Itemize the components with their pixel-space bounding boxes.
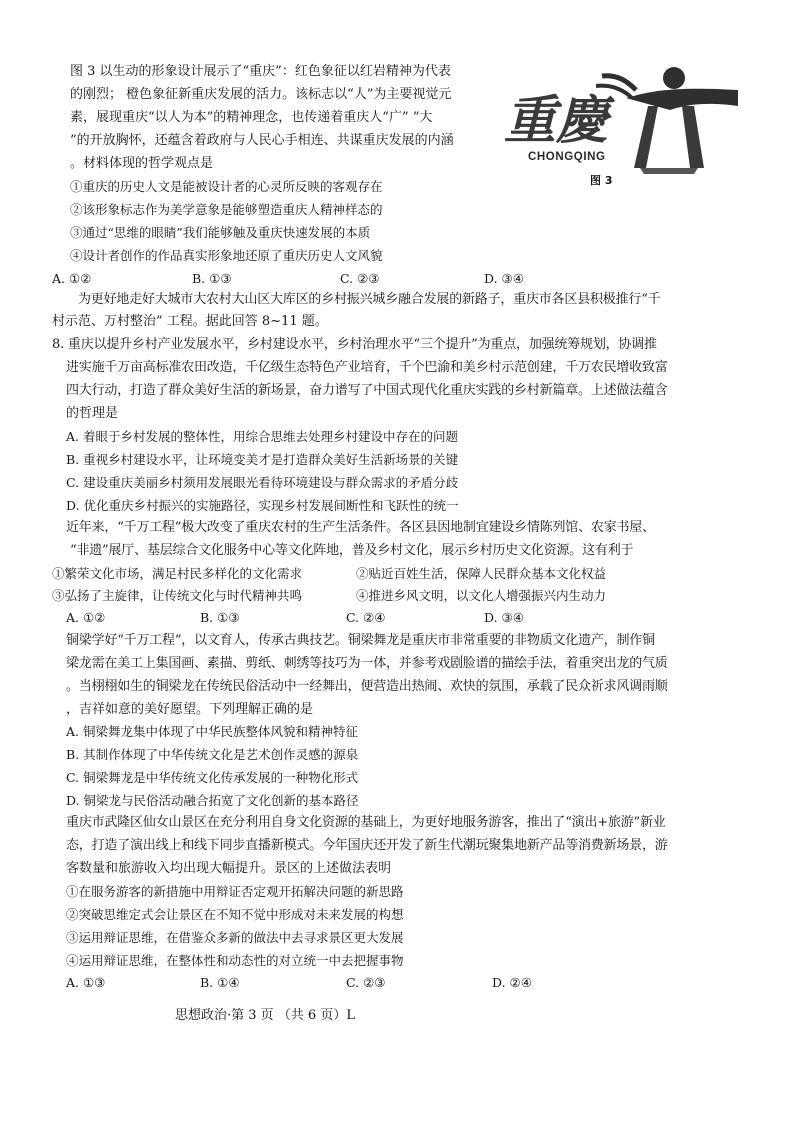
person-mark-icon xyxy=(596,67,738,174)
q7-option-3: ③通过“思维的眼睛”我们能够触及重庆快速发展的本质 xyxy=(70,225,371,240)
q8-option-d: D. 优化重庆乡村振兴的实施路径，实现乡村发展间断性和飞跃性的统一 xyxy=(66,498,459,513)
q10-line-2: 梁龙需在美工上集国画、素描、剪纸、刺绣等技巧为一体，并参考戏剧脸谱的描绘手法，着重突出龙的气质 xyxy=(66,656,668,671)
q8-line-2: 进实施千万亩高标准农田改造，千亿级生态特色产业培育，千个巴渝和美乡村示范创建，千万农民增收致富 xyxy=(66,360,668,375)
logo-chinese-text: 重慶 xyxy=(504,90,609,151)
q9-option-4: ④推进乡风文明，以文化人增强振兴内生动力 xyxy=(356,588,607,603)
intro-line-1: 为更好地走好大城市大农村大山区大库区的乡村振兴城乡融合发展的新路子，重庆市各区县积极推行“千 xyxy=(78,292,661,307)
q10-option-b: B. 其制作体现了中华传统文化是艺术创作灵感的源泉 xyxy=(66,747,359,762)
q11-option-2: ②突破思维定式会让景区在不知不觉中形成对未来发展的构想 xyxy=(66,907,404,922)
q10-line-4: ，吉祥如意的美好愿望。下列理解正确的是 xyxy=(66,702,314,717)
q9-option-3: ③弘扬了主旋律，让传统文化与时代精神共鸣 xyxy=(52,588,303,603)
q11-answer-b: B. ①④ xyxy=(200,975,240,990)
q11-option-3: ③运用辩证思维，在借鉴众多新的做法中去寻求景区更大发展 xyxy=(66,930,404,945)
q11-answer-c: C. ②③ xyxy=(346,975,386,990)
figure-caption: 图 3 xyxy=(590,174,613,187)
q9-answer-d: D. ③④ xyxy=(484,610,524,625)
q8-option-c: C. 建设重庆美丽乡村须用发展眼光看待环境建设与群众需求的矛盾分歧 xyxy=(66,475,459,490)
q7-answer-d: D. ③④ xyxy=(484,271,524,286)
q7-line-2: 的刚烈； 橙色象征新重庆发展的活力。该标志以“人”为主要视觉元 xyxy=(70,87,452,102)
q11-option-1: ①在服务游客的新措施中用辩证否定观开拓解决问题的新思路 xyxy=(66,884,404,899)
chongqing-logo-figure xyxy=(498,56,742,188)
q11-line-1: 重庆市武隆区仙女山景区在充分利用自身文化资源的基础上，为更好地服务游客，推出了“演出+旅游”新业 xyxy=(66,815,666,830)
q8-line-4: 的哲理是 xyxy=(66,406,119,421)
q9-answer-b: B. ①③ xyxy=(200,610,240,625)
page-footer: 思想政治·第 3 页 （共 6 页）L xyxy=(175,1008,355,1023)
q7-line-4: ”的开放胸怀，还蕴含着政府与人民心手相连、共谋重庆发展的内涵 xyxy=(70,133,454,148)
q8-line-3: 四大行动，打造了群众美好生活的新场景，奋力谱写了中国式现代化重庆实践的乡村新篇章。上述做法蕴含 xyxy=(66,383,668,398)
q11-line-2: 态，打造了演出线上和线下同步直播新模式。今年国庆还开发了新生代潮玩聚集地新产品等消费新场景，游 xyxy=(66,838,668,853)
q7-line-5: 。材料体现的哲学观点是 xyxy=(70,156,214,171)
q9-option-2: ②贴近百姓生活，保障人民群众基本文化权益 xyxy=(356,566,607,581)
q8-option-a: A. 着眼于乡村发展的整体性，用综合思维去处理乡村建设中存在的问题 xyxy=(66,429,458,444)
q8-line-1: 8. 重庆以提升乡村产业发展水平，乡村建设水平，乡村治理水平“三个提升”为重点，加强统筹规划，协调推 xyxy=(52,337,657,352)
q10-option-d: D. 铜梁龙与民俗活动融合拓宽了文化创新的基本路径 xyxy=(66,793,359,808)
q11-answer-d: D. ②④ xyxy=(492,975,532,990)
q10-line-1: 铜梁学好“千万工程”，以文育人，传承古典技艺。铜梁舞龙是重庆市非常重要的非物质文化遗产，制作铜 xyxy=(66,633,655,648)
q7-option-1: ①重庆的历史人文是能被设计者的心灵所反映的客观存在 xyxy=(70,179,383,194)
q9-answer-a: A. ①② xyxy=(66,610,106,625)
q7-answer-c: C. ②③ xyxy=(340,271,380,286)
q7-option-4: ④设计者创作的作品真实形象地还原了重庆历史人文风貌 xyxy=(70,248,383,263)
q9-line-2: “非遗”展厅、基层综合文化服务中心等文化阵地，普及乡村文化，展示乡村历史文化资源。这有利于 xyxy=(70,543,634,558)
q9-answer-c: C. ②④ xyxy=(346,610,386,625)
q11-line-3: 客数量和旅游收入均出现大幅提升。景区的上述做法表明 xyxy=(66,861,392,876)
q9-line-1: 近年来，“千万工程”极大改变了重庆农村的生产生活条件。各区县因地制宜建设乡情陈列馆、农家书屋、 xyxy=(66,520,655,535)
q8-option-b: B. 重视乡村建设水平，让环境变美才是打造群众美好生活新场景的关键 xyxy=(66,452,459,467)
q10-option-c: C. 铜梁舞龙是中华传统文化传承发展的一种物化形式 xyxy=(66,770,359,785)
intro-line-2: 村示范、万村整治” 工程。据此回答 8~11 题。 xyxy=(52,314,328,329)
q7-line-1: 图 3 以生动的形象设计展示了“重庆”：红色象征以红岩精神为代表 xyxy=(70,64,451,79)
q11-answer-a: A. ①③ xyxy=(66,975,106,990)
logo-latin-text: CHONGQING xyxy=(528,151,606,163)
q7-answer-b: B. ①③ xyxy=(192,271,232,286)
q10-option-a: A. 铜梁舞龙集中体现了中华民族整体风貌和精神特征 xyxy=(66,724,358,739)
q7-line-3: 素，展现重庆“以人为本”的精神理念，也传递着重庆人“广” “大 xyxy=(70,110,433,125)
q9-option-1: ①繁荣文化市场，满足村民多样化的文化需求 xyxy=(52,566,303,581)
q11-option-4: ④运用辩证思维，在整体性和动态性的对立统一中去把握事物 xyxy=(66,953,404,968)
q7-answer-a: A. ①② xyxy=(52,271,92,286)
q10-line-3: 。当栩栩如生的铜梁龙在传统民俗活动中一经舞出，便营造出热闹、欢快的氛围，承载了民众祈求风调雨顺 xyxy=(66,679,668,694)
q7-option-2: ②该形象标志作为美学意象是能够塑造重庆人精神样态的 xyxy=(70,202,383,217)
